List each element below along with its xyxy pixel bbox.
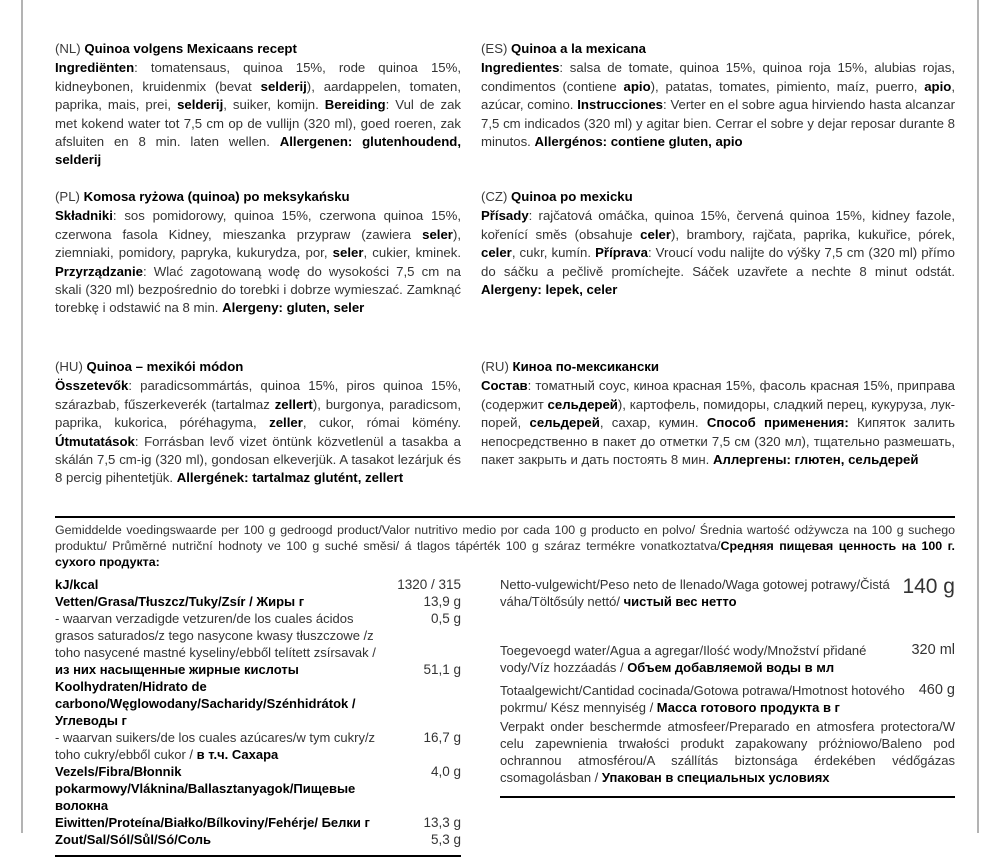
block-title: Quinoa – mexikói módon [86,359,244,374]
nutrition-row-sugars [55,729,461,763]
block-heading [481,188,955,206]
nutrition-bottom-rule-right [500,796,955,798]
recipe-block-es [481,40,955,188]
row-value: 140 g [902,575,955,598]
nutrition-preamble: Gemiddelde voedingswaarde per 100 g gedroogd product/Valor nutritivo medio por cada 100 g producto en polvo/ Średnia wartość odżywcza na 100 g suchego produktu/ Průměrné nutriční hodnoty ve 100 g suché směsi/ á tlagos tápérték 100 g száraz termékre vonatkoztatva/Средняя пищевая ценность на 100 г. сухого продукта: [55,523,955,569]
row-label: Vetten/Grasa/Tłuszcz/Tuky/Zsír / Жиры г [55,594,305,609]
lang-code: (PL) [55,189,80,204]
row-label: Zout/Sal/Sól/Sůl/Só/Соль [55,832,212,847]
ingredients-text: Składniki: sos pomidorowy, quinoa 15%, czerwona quinoa 15%, czerwona fasola Kidney, mieszanka przypraw (zawiera seler), ziemniaki, pomidory, papryka, kukurydza, por, seler, cukier, kminek. Przyrządzanie: Wlać zagotowaną wodę do wysokości 7,5 cm na skali (320 ml) bezpośrednio do torebki i dobrze wymieszać. Zamknąć torebkę i odstawić na 8 min. Alergeny: gluten, seler [55,208,462,316]
lang-code: (ES) [481,41,508,56]
row-label: Eiwitten/Proteína/Białko/Bílkoviny/Fehérje/ Белки г [55,815,370,830]
ingredients-text: Összetevők: paradicsommártás, quinoa 15%, piros quinoa 15%, szárazbab, fűszerkeverék (tartalmaz zellert), burgonya, paradicsom, paprika, kukorica, póréhagyma, zeller, cukor, római kömény. Útmutatások: Forrásban levő vizet öntünk közvetlenül a tasakba a skálán 7,5 cm-ig (320 ml), gondosan elkeverjük. A tasakot lezárjuk és 8 percig pihentetjük. Allergének: tartalmaz glutént, zellert [55,378,461,486]
total-weight-row [500,682,955,716]
recipe-block-nl [55,40,461,188]
nutrition-row-fibre [55,763,461,814]
ingredients-text: Ingredientes: salsa de tomate, quinoa 15%, quinoa roja 15%, alubias rojas, condimentos (contiene apio), patatas, tomates, pimiento, maíz, puerro, apio, azúcar, comino. Instrucciones: Verter en el sobre agua hirviendo hasta alcanzar 7,5 cm indicados (320 ml) y agitar bien. Cerrar el sobre y dejar reposar durante 8 minutos. Allergénos: contiene gluten, apio [481,60,955,150]
lang-code: (RU) [481,359,509,374]
protective-atmosphere-note: Verpakt onder beschermde atmosfeer/Preparado en atmosfera protectora/W celu zapewnienia trwałości produkt zapakowany próżniowo/Baleno pod ochrannou atmosférou/A szállítás biztonsága érdekében védőgázas csomagolásban / Упакован в специальных условиях [500,719,955,785]
recipe-block-ru [481,358,955,488]
left-trim-line [21,0,23,833]
recipe-block-cz [481,188,955,358]
block-title: Komosa ryżowa (quinoa) po meksykańsku [83,189,350,204]
language-blocks-grid [55,40,955,488]
row-label: Toegevoegd water/Agua a agregar/Ilość wody/Množství přidané vody/Víz hozzáadás / Объем добавляемой воды в мл [500,643,867,675]
row-value: 51,1 g [423,662,461,677]
nutrition-columns [55,576,955,857]
row-label: Totaalgewicht/Cantidad cocinada/Gotowa potrawa/Hmotnost hotového pokrmu/ Kész mennyiség / Масса готового продукта в г [500,683,905,715]
row-value: 320 ml [911,642,955,658]
row-value: 13,3 g [423,815,461,830]
row-value: 1320 / 315 [397,577,461,592]
lang-code: (NL) [55,41,81,56]
nutrition-row-energy [55,576,461,593]
block-title: Quinoa po mexicku [511,189,633,204]
ingredients-text: Состав: томатный соус, киноа красная 15%, фасоль красная 15%, приправа (содержит сельдерей), картофель, помидоры, сладкий перец, кукуруза, лук-порей, сельдерей, сахар, кумин. Способ применения: Кипяток залить непосредственно в пакет до отметки 7,5 см (320 мл), тщательно размешать, пакет закрыть и дать постоять 8 мин. Аллергены: глютен, сельдерей [481,378,956,468]
block-heading [481,358,955,376]
block-heading [55,358,461,376]
recipe-block-pl [55,188,461,358]
block-heading [481,40,955,58]
nutrition-row-fat [55,593,461,610]
recipe-block-hu [55,358,461,488]
row-value: 5,3 g [430,832,461,847]
net-weight-row [500,576,955,610]
ingredients-text: Přísady: rajčatová omáčka, quinoa 15%, červená quinoa 15%, kidney fazole, kořenící směs (obsahuje celer), brambory, rajčata, paprika, kukuřice, pórek, celer, cukr, kumín. Příprava: Vroucí vodu nalijte do výšky 7,5 cm (320 ml) přímo do sáčku a pečlivě promíchejte. Sáček uzavřete a nechte 8 minut odstát. Alergeny: lepek, celer [481,208,955,298]
lang-code: (HU) [55,359,83,374]
weights-panel [500,576,955,798]
row-label: Vezels/Fibra/Błonnik pokarmowy/Vláknina/Ballasztanyagok/Пищевые волокна [55,764,356,813]
nutrition-row-salt [55,831,461,848]
row-label: - waarvan suikers/de los cuales azúcares/w tym cukry/z toho cukry/ebből cukor / в т.ч. Сахара [55,730,376,762]
nutrition-row-protein [55,814,461,831]
row-label: Koolhydraten/Hidrato de carbono/Węglowodany/Sacharidy/Szénhidrátok / Углеводы г [55,679,356,728]
lang-code: (CZ) [481,189,508,204]
row-label: - waarvan verzadigde vetzuren/de los cuales ácidos grasos saturados/z tego nasycone kwasy tłuszczowe /z toho nasycené mastné kyseliny/ebből telített zsírsavak / из них насыщенные жирные кислоты [55,611,376,677]
nutrition-table [55,576,461,857]
row-value: 0,5 g [430,611,461,626]
nutrition-top-rule [55,516,955,518]
row-value: 13,9 g [423,594,461,609]
block-heading [55,188,461,206]
row-value: 4,0 g [430,764,461,779]
block-title: Quinoa volgens Mexicaans recept [84,41,297,56]
added-water-row [500,642,955,676]
row-value: 460 g [918,682,955,698]
nutrition-section [55,516,955,857]
ingredients-text: Ingrediënten: tomatensaus, quinoa 15%, rode quinoa 15%, kidneybonen, kruidenmix (bevat selderij), aardappelen, tomaten, paprika, mais, prei, selderij, suiker, komijn. Bereiding: Vul de zak met kokend water tot 7,5 cm op de vullijn (320 ml), goed roeren, zak afsluiten en 8 min. laten wellen. Allergenen: glutenhoudend, selderij [55,60,462,168]
row-label: kJ/kcal [55,577,99,592]
block-title: Киноа по-мексикански [512,359,660,374]
row-label: Netto-vulgewicht/Peso neto de llenado/Waga gotowej potrawy/Čistá váha/Töltősúly nettó/ чистый вес нетто [500,577,890,609]
nutrition-row-carbohydrates [55,662,461,729]
block-title: Quinoa a la mexicana [511,41,646,56]
right-trim-line [977,0,979,833]
block-heading [55,40,461,58]
row-value: 16,7 g [423,730,461,745]
